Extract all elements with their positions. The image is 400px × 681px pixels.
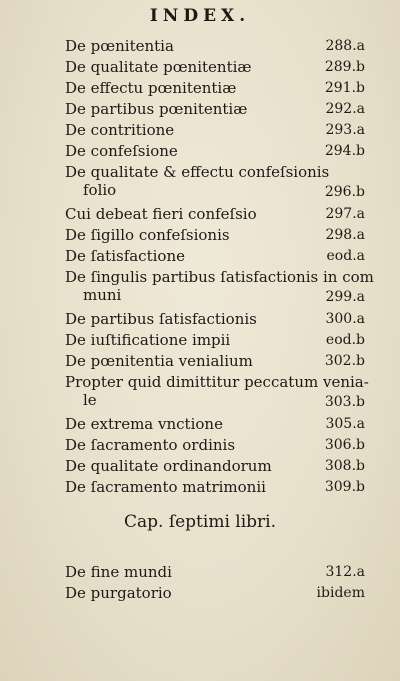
index-list-chapter <box>65 562 365 604</box>
entry-page: 303.b <box>324 394 365 410</box>
index-entry <box>65 78 365 99</box>
index-entry <box>65 204 365 225</box>
index-entry <box>65 477 365 498</box>
entry-title: De qualitate & effectu confeſsionis <box>65 163 330 181</box>
index-entry <box>65 414 365 435</box>
entry-page: 299.a <box>325 289 365 305</box>
entry-page: 298.a <box>325 227 365 243</box>
entry-title: De partibus pœnitentiæ <box>65 100 248 118</box>
index-entry <box>65 456 365 477</box>
index-entry <box>65 120 365 141</box>
index-entry <box>65 330 365 351</box>
index-entry <box>65 57 365 78</box>
entry-title: Cui debeat fieri confeſsio <box>65 205 257 223</box>
entry-page: 294.b <box>324 143 365 159</box>
entry-page: 302.b <box>324 353 365 369</box>
entry-title: De contritione <box>65 121 175 139</box>
entry-page: eod.a <box>326 248 365 264</box>
entry-title: De partibus ſatisfactionis <box>65 310 257 328</box>
entry-page: 288.a <box>325 38 365 54</box>
entry-page: 291.b <box>324 80 365 96</box>
entry-title: De extrema vnctione <box>65 415 223 433</box>
entry-title: De iuſtificatione impii <box>65 331 231 349</box>
entry-title: De ſatisfactione <box>65 247 185 265</box>
entry-title: De qualitate pœnitentiæ <box>65 58 252 76</box>
entry-title: De confeſsione <box>65 142 178 160</box>
entry-page: 309.b <box>324 479 365 495</box>
index-entry <box>65 309 365 330</box>
chapter-heading: Cap. ſeptimi libri. <box>123 512 277 532</box>
entry-page: ibidem <box>316 585 365 601</box>
index-entry <box>65 162 365 204</box>
index-entry <box>65 372 369 414</box>
entry-page: 289.b <box>324 59 365 75</box>
entry-page: 308.b <box>324 458 365 474</box>
index-entry <box>65 141 365 162</box>
entry-title: De qualitate ordinandorum <box>65 457 272 475</box>
entry-title: Propter quid dimittitur peccatum venia- <box>65 373 369 391</box>
entry-title: De pœnitentia <box>65 37 174 55</box>
entry-page: 293.a <box>325 122 365 138</box>
page-header: INDEX. <box>149 6 251 26</box>
index-entry <box>65 583 365 604</box>
entry-page: eod.b <box>325 332 365 348</box>
entry-page: 292.a <box>325 101 365 117</box>
index-entry <box>65 435 365 456</box>
entry-title: De purgatorio <box>65 584 172 602</box>
entry-title: De ſigillo confeſsionis <box>65 226 230 244</box>
entry-title: De ſacramento matrimonii <box>65 478 266 496</box>
entry-page: 312.a <box>325 564 365 580</box>
entry-title-continuation: le <box>83 391 97 409</box>
entry-title: De pœnitentia venialium <box>65 352 253 370</box>
entry-title: De ſacramento ordinis <box>65 436 236 454</box>
index-entry <box>65 99 365 120</box>
entry-title: De fine mundi <box>65 563 172 581</box>
index-entry <box>65 246 365 267</box>
index-entry <box>65 351 365 372</box>
entry-title-continuation: muni <box>83 286 122 304</box>
index-entry <box>65 225 365 246</box>
entry-title-continuation: folio <box>83 181 117 199</box>
entry-page: 305.a <box>325 416 365 432</box>
index-list <box>65 36 374 498</box>
entry-title: De ſingulis partibus ſatisfactionis in com <box>65 268 374 286</box>
entry-title: De effectu pœnitentiæ <box>65 79 237 97</box>
index-entry <box>65 562 365 583</box>
entry-page: 306.b <box>324 437 365 453</box>
entry-page: 297.a <box>325 206 365 222</box>
entry-page: 300.a <box>325 311 365 327</box>
index-entry <box>65 36 365 57</box>
index-entry <box>65 267 374 309</box>
entry-page: 296.b <box>324 184 365 200</box>
